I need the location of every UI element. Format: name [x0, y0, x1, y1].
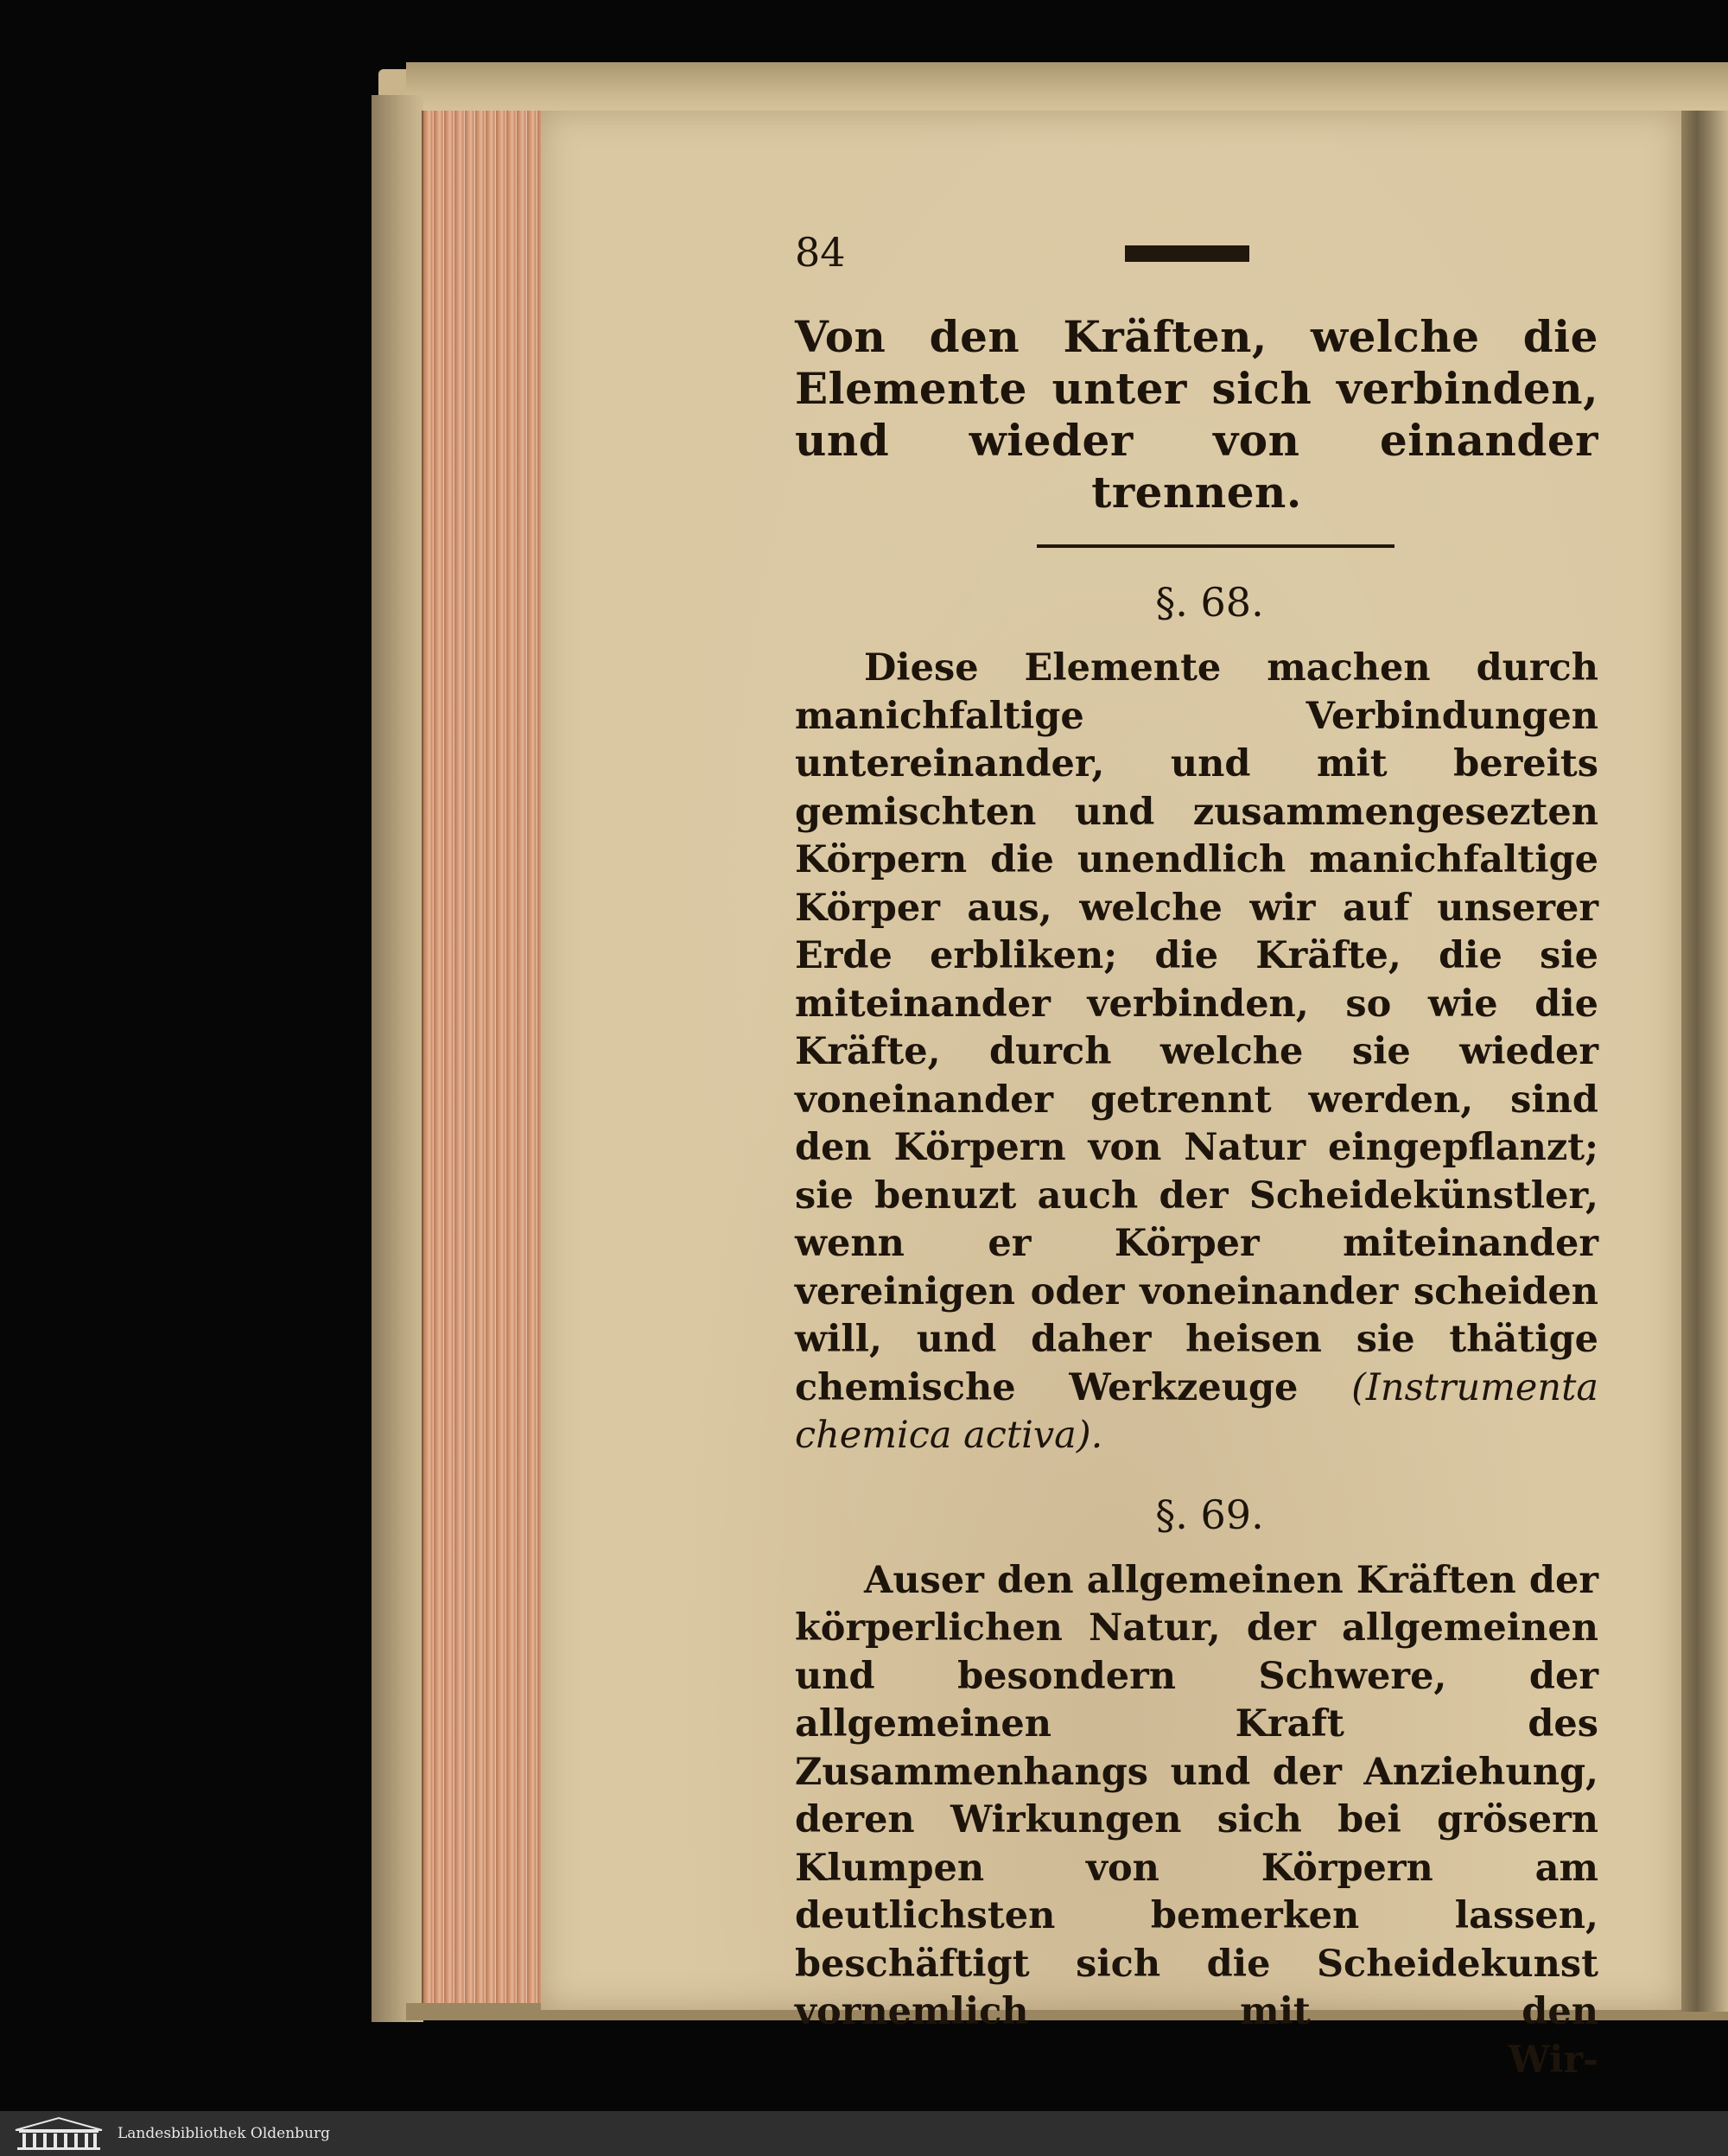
viewer-footer: [0, 2111, 1728, 2156]
chapter-heading: Von den Kräften, welche die Elemente unter sich verbinden, und wieder von einander trennen.: [795, 311, 1598, 518]
book-top-edge: [406, 62, 1728, 114]
paragraph-text: Diese Elemente machen durch manichfaltige Verbindungen untereinander, und mit bereits gemischten und zusammengesezten Körpern die unendlich manichfaltige Körper aus, welche wir auf unserer Erde erbliken; die Kräfte, die sie miteinander verbinden, so wie die Kräfte, durch welche sie wieder voneinander getrennt werden, sind den Körpern von Natur eingepflanzt; sie benuzt auch der Scheidekünstler, wenn er Körper miteinander vereinigen oder voneinander scheiden will, und daher heisen sie thätige chemische Werkzeuge: [795, 646, 1598, 1409]
section-paragraph: [795, 645, 1598, 1460]
section-label: §. 69.: [1155, 1491, 1264, 1538]
heading-rule: [1037, 544, 1394, 548]
library-name: Landesbibliothek Oldenburg: [118, 2125, 331, 2142]
section-paragraph: Auser den allgemeinen Kräften der körperlichen Natur, der allgemeinen und besondern Schwere, der allgemeinen Kraft des Zusammenhangs und der Anziehung, deren Wirkungen sich bei grösern Klumpen von Körpern am deutlichsten bemerken lassen, beschäftigt sich die Scheidekunst vornemlich mit den: [795, 1558, 1598, 2033]
page-number: 84: [795, 229, 846, 276]
catchword: Wir-: [1508, 2038, 1598, 2082]
header-rule: [1125, 245, 1249, 262]
page-text-block: [795, 226, 1598, 2084]
page-header: [795, 226, 1598, 287]
page-stack-edge: [422, 111, 544, 2012]
book-gutter: [1676, 111, 1728, 2012]
latin-term: (Instrumenta chemica activa).: [795, 1365, 1598, 1457]
library-building-icon: [12, 2116, 105, 2151]
book-cover-edge: [372, 95, 423, 2022]
section-label: §. 68.: [1155, 579, 1264, 626]
